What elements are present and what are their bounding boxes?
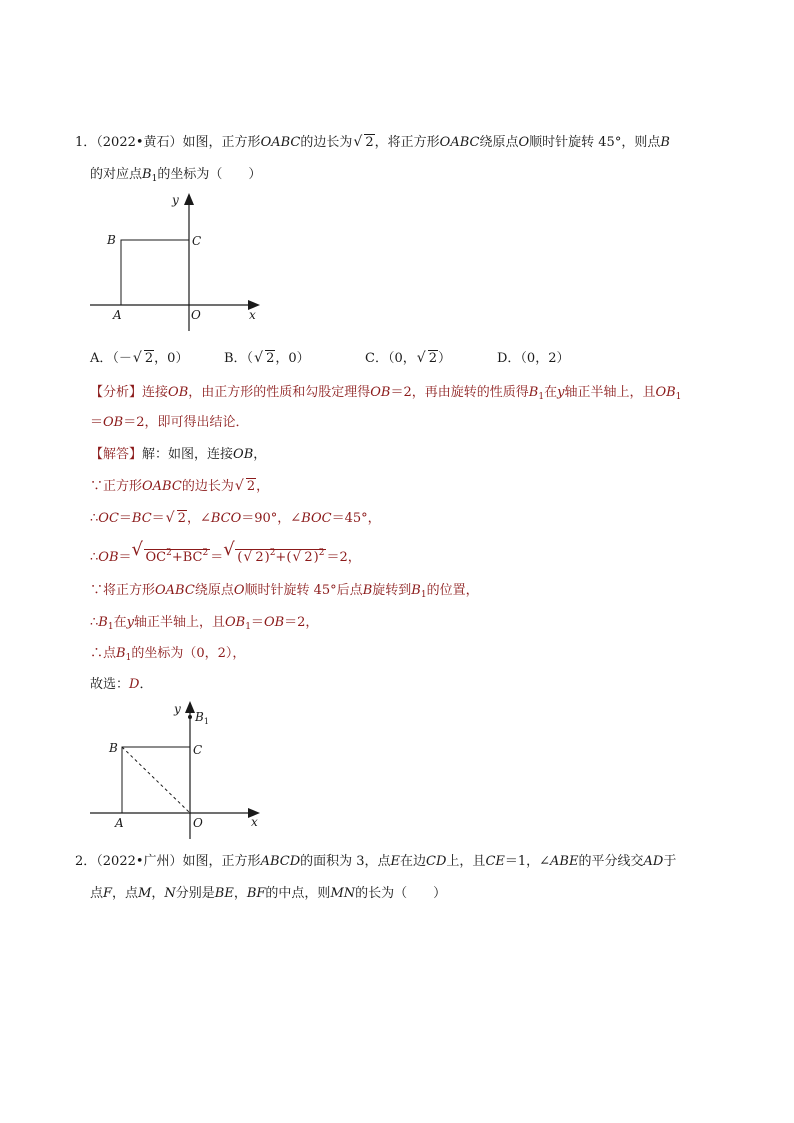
option-a: A．（－√ 2，0） <box>90 350 188 368</box>
label-x: x <box>249 308 256 322</box>
square-edges <box>121 240 189 305</box>
y-axis-arrow <box>185 701 195 713</box>
option-d: D．（0，2） <box>497 351 570 366</box>
label-O: O <box>191 308 201 322</box>
point-B1 <box>188 715 192 719</box>
option-c: C．（0，√ 2） <box>365 350 451 368</box>
q1-stem-line1: 1．（2022•黄石）如图，正方形OABC的边长为√ 2，将正方形OABC绕原点O顺时针旋转 45°，则点B <box>75 134 670 152</box>
q2-stem-line2: 点F，点M，N分别是BE，BF的中点，则MN的长为（ ） <box>90 886 447 901</box>
label-y: y <box>174 702 181 716</box>
solution-tag: 【解答】 <box>90 447 143 462</box>
q1-number: 1． <box>75 135 97 150</box>
solution-line2: ∵正方形OABC的边长为√ 2， <box>90 478 269 496</box>
solution-line8: 故选：D． <box>90 677 153 692</box>
label-A: A <box>113 308 122 322</box>
analysis-line1: 【分析】连接OB，由正方形的性质和勾股定理得OB＝2，再由旋转的性质得$B_1$在y轴正半轴上，且$OB_1$ <box>90 385 682 402</box>
answer-letter: D <box>129 677 140 692</box>
q2-number: 2． <box>75 854 97 869</box>
solution-line7: ∴点$B_1$的坐标为（0，2）， <box>90 646 246 663</box>
solution-line1: 【解答】解：如图，连接OB， <box>90 447 267 462</box>
label-B: B <box>107 233 116 247</box>
q2-stem-line1: 2．（2022•广州）如图，正方形ABCD的面积为 3，点E在边CD上，且CE＝1，∠ABE的平分线交AD于 <box>75 854 677 869</box>
dashed-OB <box>122 747 190 813</box>
analysis-tag: 【分析】 <box>90 385 143 400</box>
q1-stem-line2: 的对应点$B_1$的坐标为（ ） <box>90 167 262 184</box>
label-B1: $B_1$ <box>195 710 209 726</box>
label-B: B <box>109 741 118 755</box>
solution-line5: ∵将正方形OABC绕原点O顺时针旋转 45°后点B旋转到$B_1$的位置， <box>90 583 479 600</box>
y-axis-arrow <box>184 193 194 205</box>
option-b: B．（√ 2，0） <box>224 350 310 368</box>
label-A: A <box>115 816 124 830</box>
analysis-line2: ＝OB＝2，即可得出结论． <box>90 415 249 430</box>
label-C: C <box>193 743 203 757</box>
solution-line6: $\therefore B_1$在y轴正半轴上，且$OB_1=OB=2$， <box>90 615 319 632</box>
label-C: C <box>192 234 202 248</box>
label-x: x <box>251 815 258 829</box>
label-y: y <box>172 193 179 207</box>
label-O: O <box>193 816 203 830</box>
figure-2-rotated <box>85 696 270 842</box>
solution-line3: ∴OC＝BC＝√ 2，∠BCO＝90°，∠BOC＝45°， <box>90 510 381 528</box>
sqrt-2: √ 2 <box>353 134 374 152</box>
solution-line4: ∴OB＝√ $OC^2+BC^2$ ＝√ (√ 2)$^2$+(√ 2)$^2$ ＝2， <box>90 544 361 567</box>
figure-1-square <box>85 188 270 336</box>
